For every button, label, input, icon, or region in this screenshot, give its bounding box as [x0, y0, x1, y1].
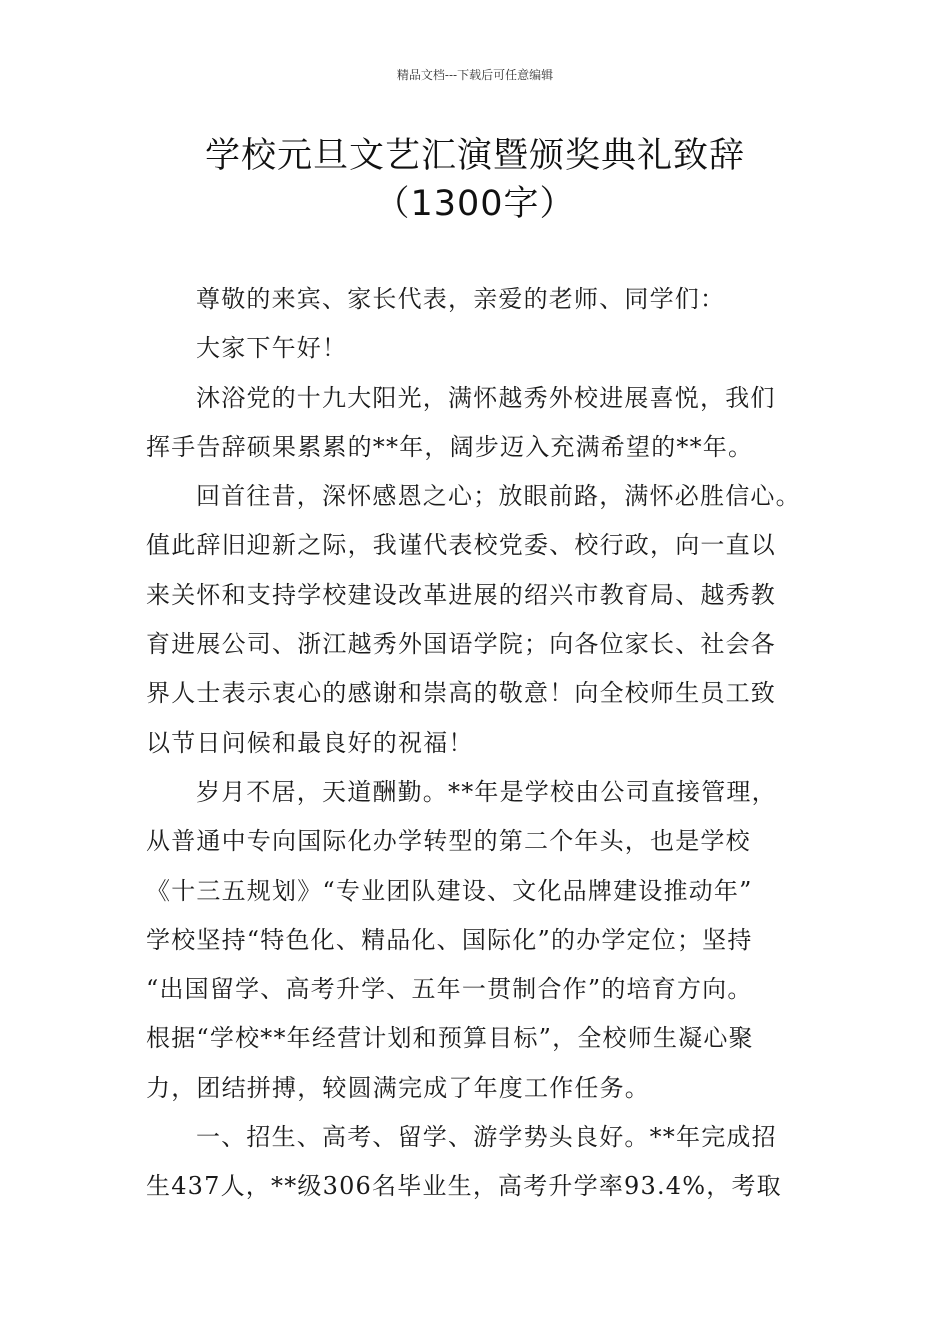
- paragraph-line: 力，团结拼搏，较圆满完成了年度工作任务。: [146, 1073, 650, 1102]
- paragraph-line: 根据“学校**年经营计划和预算目标”，全校师生凝心聚: [146, 1024, 754, 1053]
- paragraph-line: 从普通中专向国际化办学转型的第二个年头，也是学校: [146, 827, 751, 856]
- paragraph-line: 界人士表示衷心的感谢和崇高的敬意！向全校师生员工致: [146, 679, 776, 708]
- section-heading-line: 一、招生、高考、留学、游学势头良好。**年完成招: [196, 1123, 777, 1152]
- paragraph-line: 来关怀和支持学校建设改革进展的绍兴市教育局、越秀教: [146, 580, 776, 609]
- document-title: 学校元旦文艺汇演暨颁奖典礼致辞: [204, 136, 745, 176]
- paragraph-line: 学校坚持“特色化、精品化、国际化”的办学定位；坚持: [146, 925, 753, 954]
- paragraph-line: 《十三五规划》“专业团队建设、文化品牌建设推动年”: [146, 876, 753, 905]
- paragraph-line: “出国留学、高考升学、五年一贯制合作”的培育方向。: [146, 975, 753, 1004]
- paragraph-line: 沐浴党的十九大阳光，满怀越秀外校进展喜悦，我们: [196, 383, 776, 412]
- paragraph-line: 育进展公司、浙江越秀外国语学院；向各位家长、社会各: [146, 630, 776, 659]
- paragraph-line: 岁月不居，天道酬勤。**年是学校由公司直接管理，: [196, 777, 777, 806]
- salutation: 尊敬的来宾、家长代表，亲爱的老师、同学们：: [196, 285, 726, 313]
- document-body: [146, 275, 810, 1212]
- paragraph-line: 以节日问候和最良好的祝福！: [146, 728, 474, 757]
- paragraph-line: 值此辞旧迎新之际，我谨代表校党委、校行政，向一直以: [146, 531, 776, 560]
- header-note: 精品文档---下载后可任意编辑: [396, 68, 554, 82]
- paragraph-line: 挥手告辞硕果累累的**年，阔步迈入充满希望的**年。: [146, 432, 754, 461]
- document-title-wordcount: （1300字）: [374, 184, 576, 224]
- paragraph-line: 回首往昔，深怀感恩之心；放眼前路，满怀必胜信心。: [196, 482, 801, 511]
- paragraph-line: 生437人，**级306名毕业生，高考升学率93.4%，考取: [146, 1172, 782, 1201]
- greeting: 大家下午好！: [196, 334, 348, 363]
